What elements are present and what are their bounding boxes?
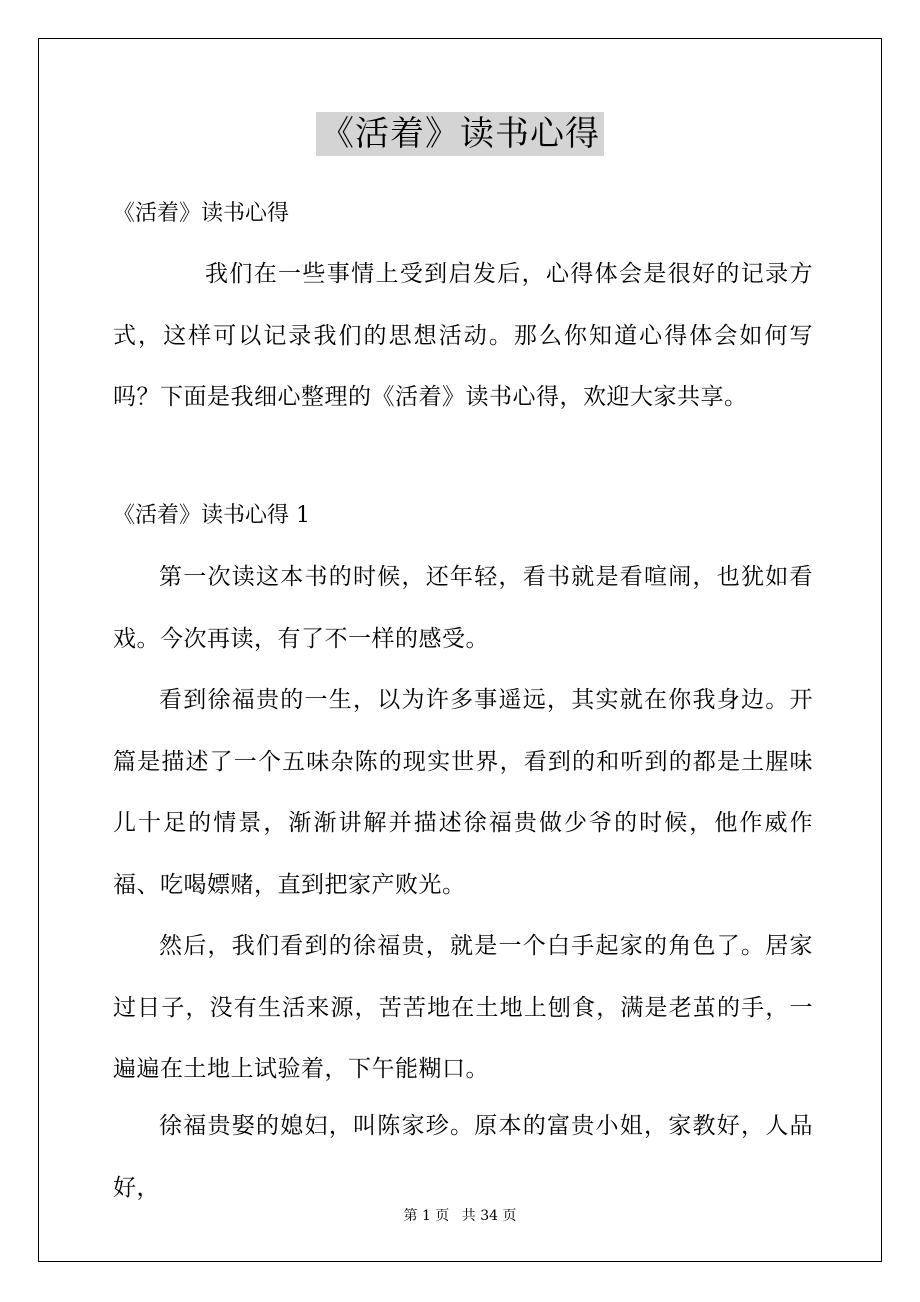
body-paragraph-3: 然后，我们看到的徐福贵，就是一个白手起家的角色了。居家过日子，没有生活来源，苦苦地在土地上刨食，满是老茧的手，一遍遍在土地上试验着，下午能糊口。 — [113, 933, 813, 1082]
title-container — [0, 112, 920, 156]
page-footer — [0, 1206, 920, 1226]
section-heading: 《活着》读书心得 1 — [113, 503, 310, 528]
body-paragraph-1: 第一次读这本书的时候，还年轻，看书就是看喧闹，也犹如看戏。今次再读，有了不一样的感受。 — [113, 564, 813, 652]
document-subtitle: 《活着》读书心得 — [113, 201, 290, 226]
intro-paragraph: 我们在一些事情上受到启发后，心得体会是很好的记录方式，这样可以记录我们的思想活动。那么你知道心得体会如何写吗？下面是我细心整理的《活着》读书心得，欢迎大家共享。 — [113, 261, 813, 410]
document-title: 《活着》读书心得 — [316, 112, 604, 156]
body-paragraph-4: 徐福贵娶的媳妇，叫陈家珍。原本的富贵小姐，家教好，人品好， — [113, 1113, 813, 1201]
total-pages: 共 34 页 — [461, 1208, 517, 1224]
page-number: 第 1 页 — [403, 1208, 450, 1224]
body-paragraph-2: 看到徐福贵的一生，以为许多事遥远，其实就在你我身边。开篇是描述了一个五味杂陈的现实世界，看到的和听到的都是土腥味儿十足的情景，渐渐讲解并描述徐福贵做少爷的时候，他作威作福、吃喝嫖赌，直到把家产败光。 — [113, 687, 813, 898]
